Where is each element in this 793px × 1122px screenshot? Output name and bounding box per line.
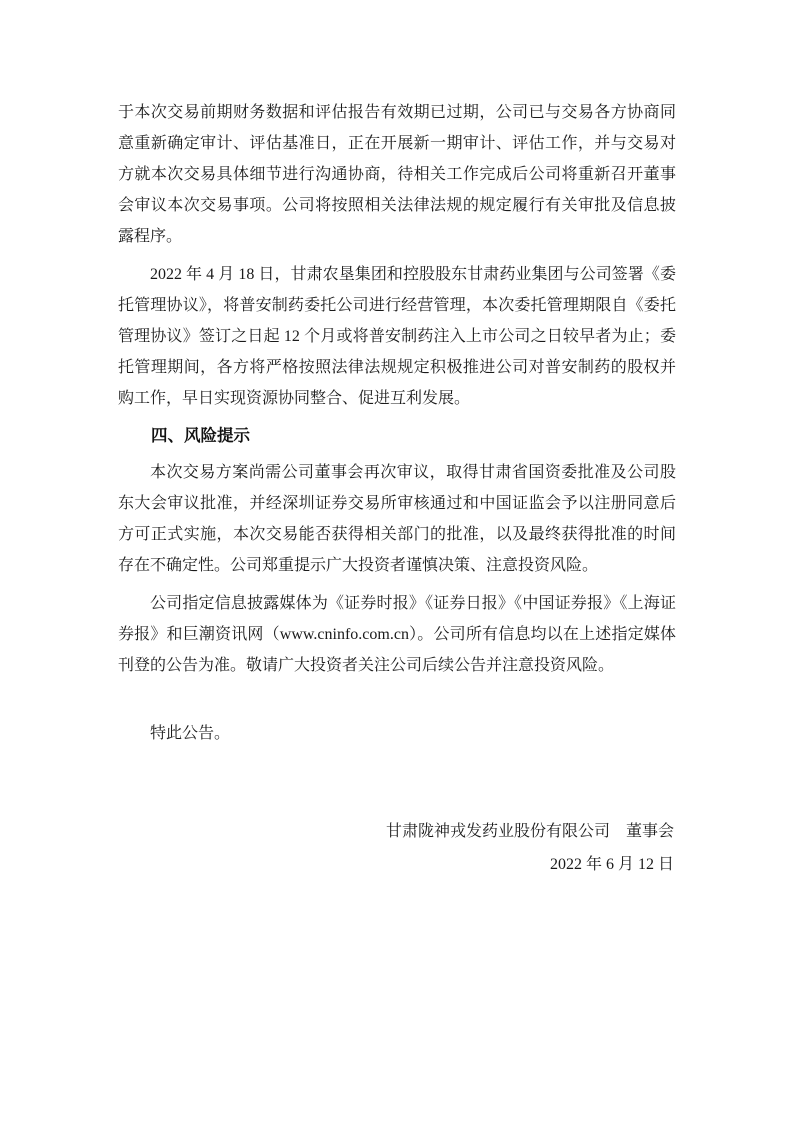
paragraph-entrust-management: 2022 年 4 月 18 日，甘肃农垦集团和控股股东甘肃药业集团与公司签署《委托管理协议》，将普安制药委托公司进行经营管理，本次委托管理期限自《委托管理协议》签订之日起 12 个月或将普安制药注入上市公司之日较早者为止；委托管理期间，各方将严格按照法律法规规定积极推进公司对普安制药的股权并购工作，早日实现资源协同整合、促进互利发展。 xyxy=(118,266,676,407)
page-content xyxy=(118,97,676,881)
paragraph-audit-status: 于本次交易前期财务数据和评估报告有效期已过期，公司已与交易各方协商同意重新确定审计、评估基准日，正在开展新一期审计、评估工作，并与交易对方就本次交易具体细节进行沟通协商，待相关工作完成后公司将重新召开董事会审议本次交易事项。公司将按照相关法律法规的规定履行有关审批及信息披露程序。 xyxy=(118,104,676,245)
section-heading-risk-notice: 四、风险提示 xyxy=(151,427,250,445)
paragraph-disclosure-media: 公司指定信息披露媒体为《证券时报》《证券日报》《中国证券报》《上海证券报》和巨潮资讯网（www.cninfo.com.cn）。公司所有信息均以在上述指定媒体刊登的公告为准。敬请广大投资者关注公司后续公告并注意投资风险。 xyxy=(118,595,676,674)
signature-date: 2022 年 6 月 12 日 xyxy=(549,856,674,873)
paragraph-risk-detail: 本次交易方案尚需公司董事会再次审议，取得甘肃省国资委批准及公司股东大会审议批准，并经深圳证券交易所审核通过和中国证监会予以注册同意后方可正式实施，本次交易能否获得相关部门的批准，以及最终获得批准的时间存在不确定性。公司郑重提示广大投资者谨慎决策、注意投资风险。 xyxy=(118,464,676,574)
signature-block xyxy=(118,815,676,881)
closing-statement: 特此公告。 xyxy=(150,725,231,742)
signature-company: 甘肃陇神戎发药业股份有限公司 董事会 xyxy=(385,823,674,840)
